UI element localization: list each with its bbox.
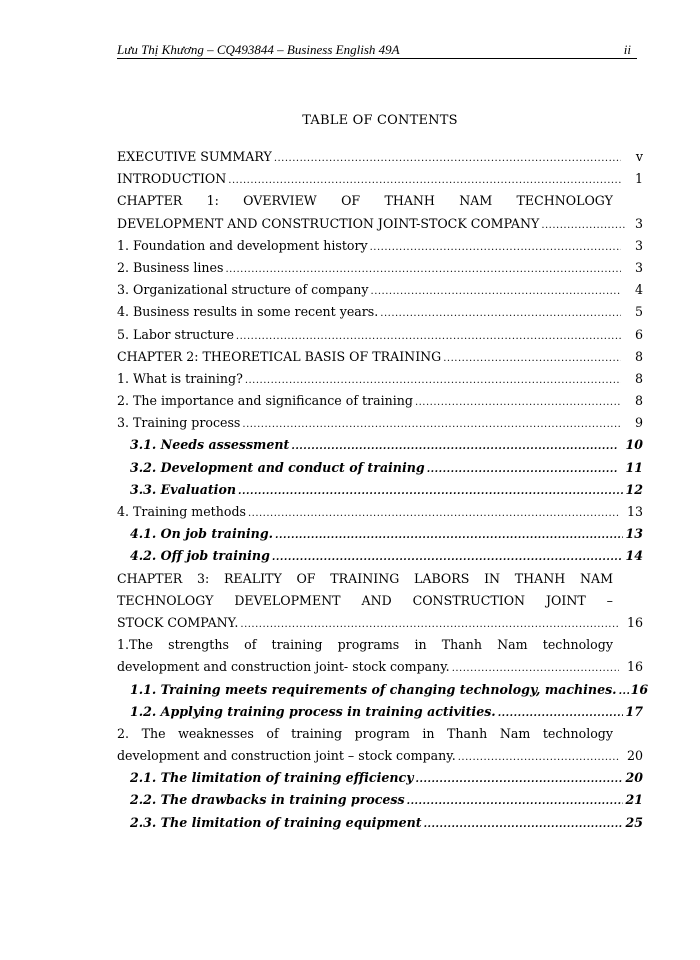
toc-entry[interactable] [117,257,643,279]
toc-entry-page: 1 [634,171,643,187]
toc-entry-page: 3 [634,237,643,253]
word: IN [484,570,501,586]
toc-entry[interactable] [117,745,643,767]
toc-entry-page: 25 [625,814,643,830]
toc-entry-page: 3 [634,259,643,275]
toc-entry-page: 8 [634,348,643,364]
word: in [422,725,435,741]
toc-entry-page: 17 [625,703,643,719]
word: OVERVIEW [243,193,317,209]
toc-entry-label: EXECUTIVE SUMMARY [117,149,272,164]
toc-entry[interactable] [117,146,643,168]
word: programs [337,637,400,653]
toc-subentry[interactable] [117,457,643,479]
toc-entry-label: STOCK COMPANY. [117,614,239,630]
word: NAM [579,570,613,586]
toc-entry-label: 2.3. The limitation of training equipment [130,814,422,830]
toc-entry-label: DEVELOPMENT AND CONSTRUCTION JOINT-STOCK COMPANY [117,215,540,231]
toc-entry-page: 14 [625,548,643,564]
toc-entry-label: development and construction joint- stock company. [117,659,450,675]
toc-heading-line [117,723,643,745]
toc-entry-page: 6 [634,326,643,342]
toc-entry-page: v [635,149,643,164]
toc-entry[interactable] [117,324,643,346]
toc-entry-label: 2. The importance and significance of training [117,393,413,409]
word: OF [296,570,316,586]
toc-entry-page: 16 [626,614,643,630]
toc-entry[interactable] [117,346,643,368]
toc-entry-label: 2.2. The drawbacks in training process [130,792,405,808]
word: LABORS [413,570,470,586]
word: 3: [196,570,210,586]
toc-entry-page: 13 [626,504,643,519]
word: 1.The [117,637,153,653]
toc-entry-label: 3.2. Development and conduct of training [130,459,425,475]
toc-entry[interactable] [117,612,643,634]
word: NAM [459,193,493,209]
word: in [414,637,427,653]
word: TECHNOLOGY [516,193,613,209]
toc-entry[interactable] [117,213,643,235]
word: 1: [206,193,219,209]
word: JOINT [545,592,586,608]
toc-subentry[interactable] [117,701,643,723]
toc-entry-label: 2.1. The limitation of training efficiency [130,770,414,786]
toc-entry-page: 10 [625,437,643,453]
word: training [291,725,343,741]
table-of-contents [117,146,649,834]
word: CHAPTER [117,570,183,586]
word: Thanh [447,725,488,741]
word: – [606,592,613,608]
header-text: Lưu Thị Khương – CQ493844 – Business English 49A [117,42,400,57]
toc-entry-label: 2. Business lines [117,259,224,275]
toc-entry-page: 20 [625,770,643,786]
toc-entry-page: 21 [625,792,643,808]
toc-entry-page: 8 [634,393,643,409]
word: technology [542,725,613,741]
word: CHAPTER [117,193,183,209]
toc-entry-label: INTRODUCTION [117,171,227,187]
toc-subentry[interactable] [117,789,643,811]
toc-entry-label: 4. Business results in some recent years. [117,304,379,320]
toc-entry[interactable] [117,412,643,434]
word: weaknesses [178,725,254,741]
word: Nam [497,637,528,653]
word: Thanh [441,637,482,653]
word: TRAINING [330,570,400,586]
word: program [354,725,410,741]
toc-entry[interactable] [117,235,643,257]
word: TECHNOLOGY [117,592,214,608]
word: of [266,725,279,741]
toc-entry-label: CHAPTER 2: THEORETICAL BASIS OF TRAINING [117,348,442,364]
toc-entry[interactable] [117,368,643,390]
toc-subentry[interactable] [117,767,643,789]
toc-entry-page: 4 [634,282,643,298]
toc-entry-label: 1.2. Applying training process in training activities. [130,703,496,719]
toc-entry-label: 1. What is training? [117,370,243,386]
toc-entry-page: 9 [634,415,643,431]
word: CONSTRUCTION [412,592,526,608]
toc-entry-label: 3.3. Evaluation [130,481,237,497]
header-page-number: ii [623,42,631,57]
toc-entry-page: 11 [625,459,643,475]
toc-entry-label: 3. Training process [117,415,241,431]
word: technology [542,637,613,653]
word: Nam [499,725,531,741]
toc-subentry[interactable] [117,545,643,567]
word: THANH [514,570,566,586]
toc-entry[interactable] [117,390,643,412]
toc-subentry[interactable] [117,523,643,545]
toc-entry-label: 5. Labor structure [117,326,234,342]
toc-entry-label: 1. Foundation and development history [117,237,368,253]
toc-entry-label: 4.2. Off job training [130,548,270,564]
toc-entry-page: 20 [626,748,643,764]
toc-entry[interactable] [117,168,643,190]
word: training [271,637,323,653]
toc-heading-line [117,190,643,212]
toc-entry-page: 16 [626,659,643,675]
toc-entry-label: 3.1. Needs assessment [130,437,290,453]
word: OF [341,193,361,209]
toc-entry-page: 3 [634,215,643,231]
toc-entry[interactable] [117,279,643,301]
toc-heading-line [117,568,643,590]
toc-title: TABLE OF CONTENTS [302,113,458,128]
toc-entry-label: development and construction joint – stock company. [117,748,456,764]
word: REALITY [223,570,282,586]
toc-entry[interactable] [117,656,643,678]
toc-entry[interactable] [117,501,643,523]
toc-entry-page: 8 [634,370,643,386]
toc-entry-label: 4. Training methods [117,504,246,519]
word: AND [361,592,392,608]
running-header [117,42,637,59]
toc-entry-page: 16 [630,681,649,697]
toc-heading-line [117,590,643,612]
toc-subentry[interactable] [117,812,643,834]
toc-entry-label: 3. Organizational structure of company [117,282,369,298]
toc-subentry[interactable] [117,679,649,701]
toc-heading-line [117,634,643,656]
toc-entry-page: 5 [634,304,643,320]
toc-subentry[interactable] [117,434,643,456]
word: DEVELOPMENT [234,592,341,608]
toc-entry-label: 1.1. Training meets requirements of changing technology, machines. [130,681,617,697]
word: strengths [168,637,229,653]
toc-entry-page: 12 [625,481,643,497]
toc-subentry[interactable] [117,479,643,501]
toc-entry[interactable] [117,301,643,323]
word: 2. [117,725,130,741]
word: of [244,637,257,653]
word: THANH [384,193,435,209]
word: The [141,725,166,741]
toc-entry-page: 13 [625,526,643,542]
toc-entry-label: 4.1. On job training. [130,526,274,542]
